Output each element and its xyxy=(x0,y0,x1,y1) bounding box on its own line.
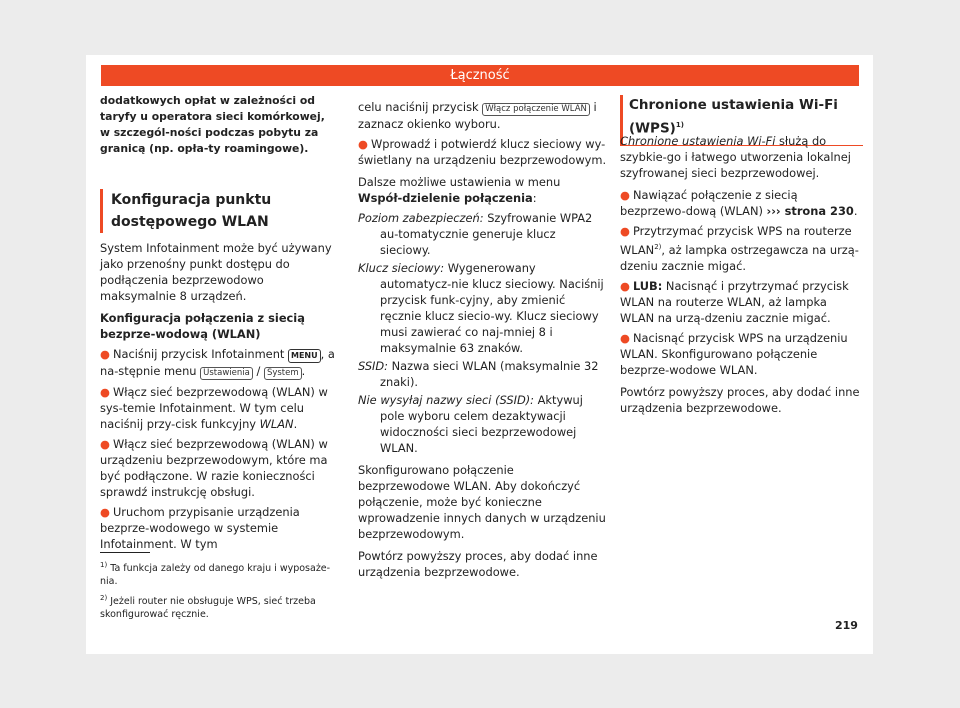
bullet-icon: ● xyxy=(100,505,110,519)
paragraph: Skonfigurowano połączenie bezprzewodowe WLAN. Aby dokończyć połączenie, może być konieczne wprowadzenie innych danych w urządzeniu bezprzewodowym. xyxy=(358,463,606,541)
footnote-ref: 2) xyxy=(654,243,662,251)
list-item: ● Nawiązać połączenie z siecią bezprzewo-dową (WLAN) ››› strona 230. xyxy=(620,188,858,218)
menu-button-icon: MENU xyxy=(288,349,321,363)
chapter-title: Łączność xyxy=(450,68,510,83)
footnote: $^{2)}$ Jeżeli router nie obsługuje WPS, sieć trzeba skonfigurować ręcznie. xyxy=(100,594,316,621)
list-item: ● Uruchom przypisanie urządzenia bezprze-wodowego w systemie Infotainment. W tym xyxy=(100,505,300,551)
definition-item: Klucz sieciowy: Wygenerowany automatycz-nie klucz sieciowy. Naciśnij przycisk funk-cyjny, aby zmienić ręcznie klucz siecio-wy. Klucz sieciowy musi zawierać co naj-mniej 8 i maksymalnie 63 znaków. xyxy=(358,261,604,355)
list-item: ● LUB: Nacisnąć i przytrzymać przycisk WLAN na routerze WLAN, aż lampka WLAN na urzą-dzeniu zacznie migać. xyxy=(620,278,849,325)
subheading: Konfiguracja połączenia z siecią bezprze-wodową (WLAN) xyxy=(100,311,305,341)
definition-item: Poziom zabezpieczeń: Szyfrowanie WPA2 au-tomatycznie generuje klucz sieciowy. xyxy=(358,211,593,257)
manual-page xyxy=(86,55,873,654)
list-item: ● Włącz sieć bezprzewodową (WLAN) w sys-temie Infotainment. W tym celu naciśnij przy-cisk funkcyjny WLAN. xyxy=(100,385,328,431)
page-number: 219 xyxy=(835,619,858,632)
definition-item: Nie wysyłaj nazwy sieci (SSID): Aktywuj pole wyboru celem dezaktywacji widoczności sieci bezprzewodowej WLAN. xyxy=(358,393,583,455)
list-item: ● Naciśnij przycisk Infotainment MENU , a na-stępnie menu Ustawienia / System . xyxy=(100,347,335,378)
paragraph: System Infotainment może być używany jako przenośny punkt dostępu do podłączenia bezprzewodowo maksymalnie 8 urządzeń. xyxy=(100,241,332,303)
bullet-icon: ● xyxy=(620,330,630,345)
section-heading-wps: Chronione ustawienia Wi-Fi (WPS)$^{1)}$ xyxy=(620,95,863,146)
bullet-icon: ● xyxy=(100,347,110,361)
column-3 xyxy=(620,133,862,420)
footnotes xyxy=(100,552,340,625)
paragraph: Chronione ustawienia Wi-Fi służą do szybkie-go i łatwego utworzenia lokalnej szyfrowanej sieci bezprzewodowej. xyxy=(620,134,851,180)
intro-warning-text: dodatkowych opłat w zależności od taryfy u operatora sieci komórkowej, w szczegól-ności podczas pobytu za granicą (np. opła-ty roamingowe). xyxy=(100,94,325,155)
chapter-header xyxy=(101,65,859,86)
ustawienia-key: Ustawienia xyxy=(200,367,253,380)
paragraph: Powtórz powyższy proces, aby dodać inne urządzenia bezprzewodowe. xyxy=(620,384,860,415)
list-item: ● Włącz sieć bezprzewodową (WLAN) w urządzeniu bezprzewodowym, które ma być podłączone. W razie konieczności sprawdź instrukcję obsługi. xyxy=(100,437,328,499)
system-key: System xyxy=(264,367,302,380)
bullet-icon: ● xyxy=(100,437,110,451)
footnote: $^{1)}$ Ta funkcja zależy od danego kraju i wyposaże-nia. xyxy=(100,561,331,588)
bullet-icon: ● xyxy=(620,224,630,238)
footnote-divider xyxy=(100,552,150,553)
section-heading-wlan: Konfiguracja punktu dostępowego WLAN xyxy=(100,189,347,233)
list-item: ● Przytrzymać przycisk WPS na routerze WLAN$^{2)}$, aż lampka ostrzegawcza na urzą-dzeniu zacznie migać. xyxy=(620,224,859,273)
definition-item: SSID: Nazwa sieci WLAN (maksymalnie 32 znaki). xyxy=(358,359,599,389)
paragraph: Dalsze możliwe ustawienia w menu Współ-dzielenie połączenia: xyxy=(358,175,561,205)
paragraph: Powtórz powyższy proces, aby dodać inne urządzenia bezprzewodowe. xyxy=(358,549,598,579)
column-2 xyxy=(358,99,608,584)
list-item: ● Nacisnąć przycisk WPS na urządzeniu WLAN. Skonfigurowano połączenie bezprze-wodowe WLAN. xyxy=(620,330,848,377)
paragraph: celu naciśnij przycisk Włącz połączenie WLAN i zaznacz okienko wyboru. xyxy=(358,100,597,131)
enable-wlan-key: Włącz połączenie WLAN xyxy=(482,103,590,116)
page-reference-link[interactable]: ››› strona 230 xyxy=(766,204,854,218)
bullet-icon: ● xyxy=(620,188,630,202)
bullet-icon: ● xyxy=(620,278,630,293)
bullet-icon: ● xyxy=(358,137,368,151)
list-item: ● Wprowadź i potwierdź klucz sieciowy wy-świetlany na urządzeniu bezprzewodowym. xyxy=(358,137,607,167)
column-1 xyxy=(100,240,336,556)
bullet-icon: ● xyxy=(100,385,110,399)
footnote-ref: 1) xyxy=(675,121,684,129)
